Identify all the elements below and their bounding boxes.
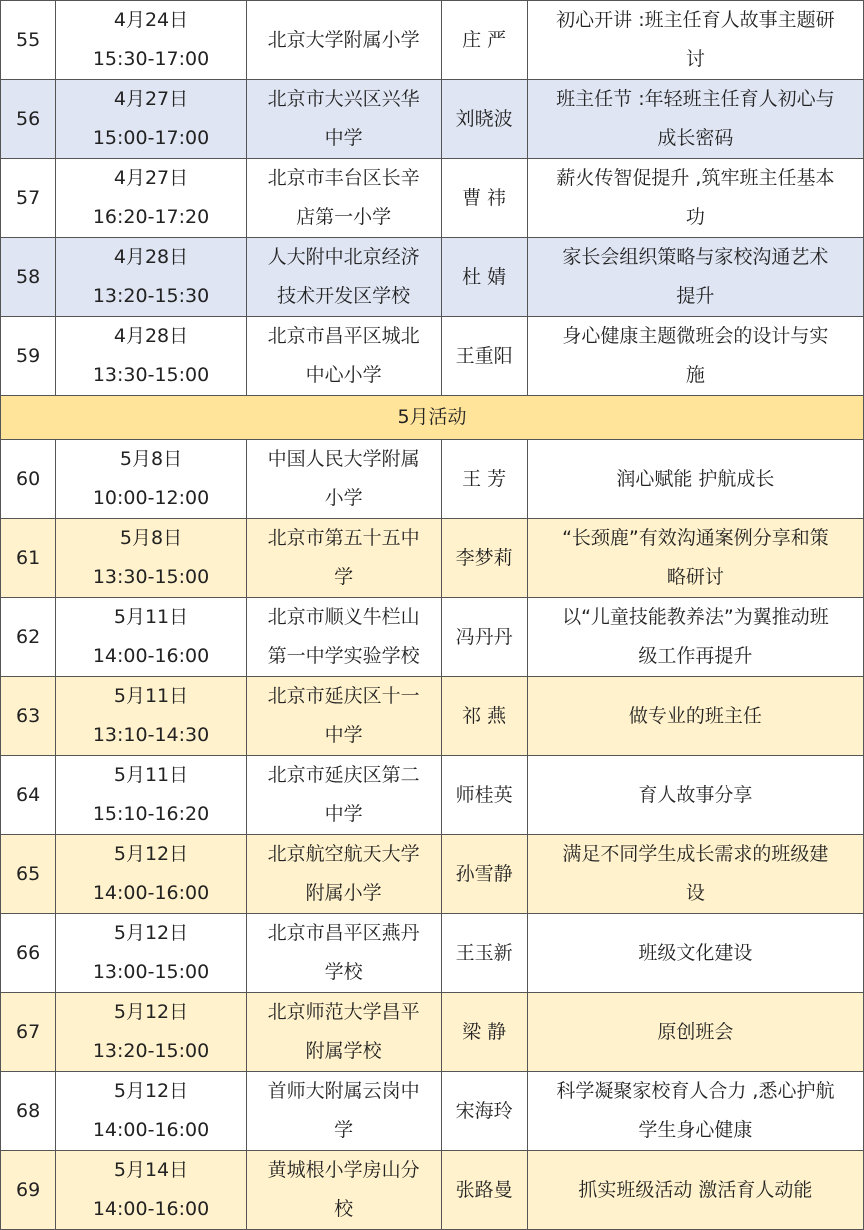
row-school: [246, 677, 441, 756]
date-time-line: 5月12日: [113, 1080, 189, 1102]
date-time-line: 15:30-17:00: [92, 48, 210, 70]
row-host: 王重阳: [441, 317, 527, 396]
school-line: 中国人民大学附属: [267, 448, 420, 470]
row-topic: [527, 993, 863, 1072]
date-time-line: 5月11日: [113, 685, 189, 707]
topic-line: 初心开讲 :班主任育人故事主题研: [556, 9, 835, 31]
school-line: 学: [334, 1119, 354, 1141]
topic-line: 施: [685, 364, 705, 386]
row-date-time: [56, 598, 247, 677]
table-row: [1, 440, 864, 519]
topic-line: 育人故事分享: [638, 783, 753, 806]
row-topic: [527, 914, 863, 993]
row-number: 68: [1, 1072, 56, 1151]
school-line: 北京市昌平区燕丹: [267, 922, 420, 944]
april-rows: [1, 1, 864, 396]
date-time-line: 5月11日: [113, 606, 189, 628]
row-number: 58: [1, 238, 56, 317]
date-time-line: 14:00-16:00: [92, 1119, 210, 1141]
topic-line: 略研讨: [666, 566, 724, 588]
topic-line: 成长密码: [657, 127, 734, 149]
table-row: [1, 1, 864, 80]
row-date-time: [56, 519, 247, 598]
row-school: [246, 317, 441, 396]
row-topic: [527, 159, 863, 238]
school-line: 小学: [324, 487, 363, 509]
date-time-line: 10:00-12:00: [92, 487, 210, 509]
row-school: [246, 598, 441, 677]
topic-line: 以“儿童技能教养法”为翼推动班: [562, 606, 829, 628]
row-school: [246, 238, 441, 317]
date-time-line: 5月8日: [119, 527, 183, 549]
row-topic: [527, 440, 863, 519]
row-school: [246, 80, 441, 159]
date-time-line: 14:00-16:00: [92, 882, 210, 904]
table-row: [1, 317, 864, 396]
date-time-line: 5月12日: [113, 843, 189, 865]
table-row: [1, 1072, 864, 1151]
school-line: 附属小学: [305, 882, 382, 904]
row-host: 梁 静: [441, 993, 527, 1072]
topic-line: 学生身心健康: [638, 1119, 753, 1141]
date-time-line: 13:20-15:00: [92, 1040, 210, 1062]
topic-line: 做专业的班主任: [628, 704, 762, 727]
row-host: 庄 严: [441, 1, 527, 80]
school-line: 中心小学: [305, 364, 382, 386]
topic-line: 薪火传智促提升 ,筑牢班主任基本: [556, 167, 835, 189]
row-number: 62: [1, 598, 56, 677]
row-topic: [527, 835, 863, 914]
row-date-time: [56, 914, 247, 993]
row-host: 曹 祎: [441, 159, 527, 238]
table-row: [1, 1151, 864, 1230]
date-time-line: 4月24日: [113, 9, 189, 31]
row-school: [246, 914, 441, 993]
school-line: 北京市大兴区兴华: [267, 88, 420, 110]
row-school: [246, 159, 441, 238]
row-topic: [527, 80, 863, 159]
date-time-line: 14:00-16:00: [92, 1198, 210, 1220]
table-row: [1, 756, 864, 835]
may-rows: [1, 440, 864, 1230]
row-school: [246, 1072, 441, 1151]
row-number: 59: [1, 317, 56, 396]
row-topic: [527, 317, 863, 396]
table-row: [1, 159, 864, 238]
row-number: 60: [1, 440, 56, 519]
date-time-line: 13:30-15:00: [92, 364, 210, 386]
row-school: [246, 519, 441, 598]
school-line: 北京市丰台区长辛: [267, 167, 420, 189]
row-number: 57: [1, 159, 56, 238]
row-topic: [527, 598, 863, 677]
table-row: [1, 598, 864, 677]
table-row: [1, 993, 864, 1072]
row-host: 杜 婧: [441, 238, 527, 317]
date-time-line: 13:00-15:00: [92, 961, 210, 983]
row-host: 宋海玲: [441, 1072, 527, 1151]
date-time-line: 13:10-14:30: [92, 724, 210, 746]
date-time-line: 5月14日: [113, 1159, 189, 1181]
date-time-line: 13:20-15:30: [92, 285, 210, 307]
table-row: [1, 519, 864, 598]
date-time-line: 5月8日: [119, 448, 183, 470]
school-line: 附属学校: [305, 1040, 382, 1062]
row-number: 66: [1, 914, 56, 993]
row-host: 刘晓波: [441, 80, 527, 159]
row-host: 冯丹丹: [441, 598, 527, 677]
row-date-time: [56, 993, 247, 1072]
date-time-line: 4月28日: [113, 325, 189, 347]
row-date-time: [56, 159, 247, 238]
school-line: 人大附中北京经济: [267, 246, 420, 268]
row-number: 63: [1, 677, 56, 756]
date-time-line: 15:10-16:20: [92, 803, 210, 825]
row-date-time: [56, 80, 247, 159]
row-school: [246, 993, 441, 1072]
school-line: 学: [334, 566, 354, 588]
row-date-time: [56, 238, 247, 317]
date-time-line: 4月27日: [113, 88, 189, 110]
date-time-line: 15:00-17:00: [92, 127, 210, 149]
table-row: [1, 914, 864, 993]
topic-line: 身心健康主题微班会的设计与实: [562, 325, 829, 347]
row-school: [246, 756, 441, 835]
school-line: 北京市第五十五中: [267, 527, 420, 549]
topic-line: 满足不同学生成长需求的班级建: [562, 843, 829, 865]
school-line: 黄城根小学房山分: [267, 1159, 420, 1181]
school-line: 首师大附属云岗中: [267, 1080, 420, 1102]
topic-line: 级工作再提升: [638, 645, 753, 667]
row-date-time: [56, 1, 247, 80]
row-host: 师桂英: [441, 756, 527, 835]
row-number: 69: [1, 1151, 56, 1230]
row-school: [246, 835, 441, 914]
school-line: 中学: [324, 127, 363, 149]
topic-line: 设: [685, 882, 705, 904]
date-time-line: 14:00-16:00: [92, 645, 210, 667]
row-topic: [527, 238, 863, 317]
school-line: 北京大学附属小学: [267, 28, 420, 51]
row-number: 55: [1, 1, 56, 80]
topic-line: 班主任节 :年轻班主任育人初心与: [556, 88, 835, 110]
row-date-time: [56, 756, 247, 835]
date-time-line: 16:20-17:20: [92, 206, 210, 228]
row-host: 王 芳: [441, 440, 527, 519]
row-number: 65: [1, 835, 56, 914]
topic-line: 润心赋能 护航成长: [616, 467, 775, 490]
school-line: 中学: [324, 803, 363, 825]
table-row: [1, 835, 864, 914]
row-topic: [527, 677, 863, 756]
school-line: 北京师范大学昌平: [267, 1001, 420, 1023]
school-line: 校: [334, 1198, 354, 1220]
topic-line: 讨: [685, 48, 705, 70]
row-number: 61: [1, 519, 56, 598]
date-time-line: 4月27日: [113, 167, 189, 189]
school-line: 北京市延庆区十一: [267, 685, 420, 707]
row-school: [246, 440, 441, 519]
school-line: 店第一小学: [296, 206, 392, 228]
school-line: 技术开发区学校: [277, 285, 411, 307]
row-school: [246, 1151, 441, 1230]
topic-line: 班级文化建设: [638, 941, 753, 964]
row-date-time: [56, 835, 247, 914]
topic-line: “长颈鹿”有效沟通案例分享和策: [562, 527, 829, 549]
topic-line: 家长会组织策略与家校沟通艺术: [562, 246, 829, 268]
row-host: 王玉新: [441, 914, 527, 993]
row-date-time: [56, 677, 247, 756]
section-title: 5月活动: [1, 396, 864, 440]
school-line: 中学: [324, 724, 363, 746]
school-line: 北京航空航天大学: [267, 843, 420, 865]
row-date-time: [56, 317, 247, 396]
section-header-row: [1, 396, 864, 440]
school-line: 学校: [324, 961, 363, 983]
date-time-line: 4月28日: [113, 246, 189, 268]
topic-line: 抓实班级活动 激活育人动能: [578, 1178, 813, 1201]
row-date-time: [56, 440, 247, 519]
topic-line: 功: [685, 206, 705, 228]
school-line: 北京市顺义牛栏山: [267, 606, 420, 628]
table-row: [1, 80, 864, 159]
topic-line: 提升: [676, 285, 715, 307]
row-host: 祁 燕: [441, 677, 527, 756]
date-time-line: 5月11日: [113, 764, 189, 786]
row-host: 张路曼: [441, 1151, 527, 1230]
school-line: 北京市昌平区城北: [267, 325, 420, 347]
row-date-time: [56, 1072, 247, 1151]
topic-line: 原创班会: [657, 1020, 734, 1043]
section-header-group: [1, 396, 864, 440]
row-number: 64: [1, 756, 56, 835]
table-row: [1, 238, 864, 317]
row-host: 李梦莉: [441, 519, 527, 598]
row-date-time: [56, 1151, 247, 1230]
row-topic: [527, 519, 863, 598]
row-topic: [527, 1151, 863, 1230]
row-topic: [527, 1, 863, 80]
row-topic: [527, 1072, 863, 1151]
topic-line: 科学凝聚家校育人合力 ,悉心护航: [556, 1080, 835, 1102]
date-time-line: 13:30-15:00: [92, 566, 210, 588]
row-number: 67: [1, 993, 56, 1072]
school-line: 北京市延庆区第二: [267, 764, 420, 786]
row-topic: [527, 756, 863, 835]
date-time-line: 5月12日: [113, 922, 189, 944]
date-time-line: 5月12日: [113, 1001, 189, 1023]
row-school: [246, 1, 441, 80]
table-row: [1, 677, 864, 756]
row-host: 孙雪静: [441, 835, 527, 914]
row-number: 56: [1, 80, 56, 159]
school-line: 第一中学实验学校: [267, 645, 420, 667]
